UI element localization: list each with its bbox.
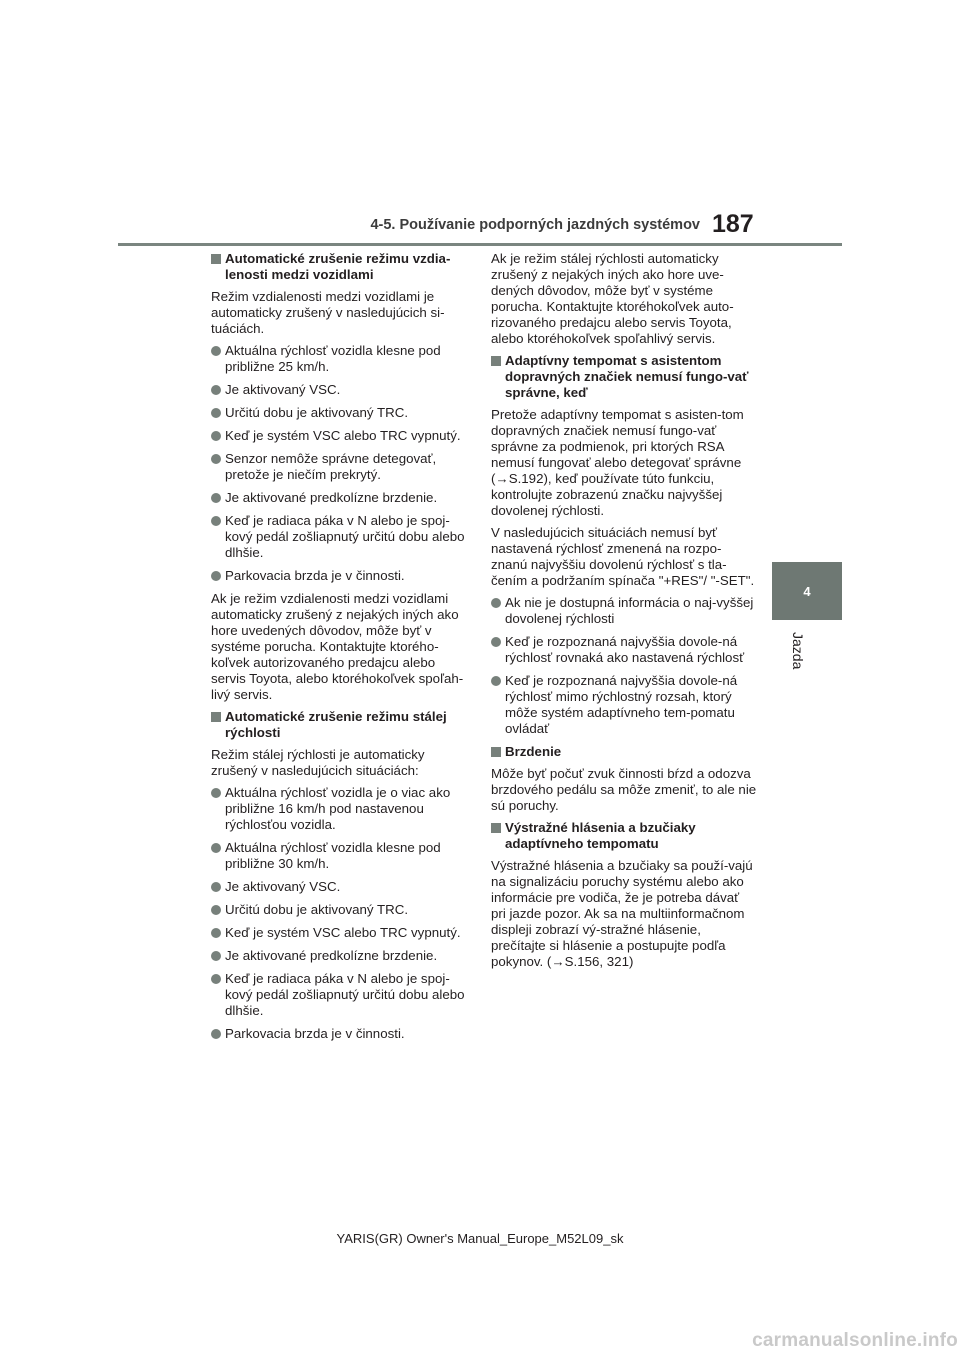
section-heading: Automatické zrušenie režimu stálej rýchlosti bbox=[211, 709, 471, 741]
bullet-item: Keď je rozpoznaná najvyššia dovole-ná rýchlosť rovnaká ako nastavená rýchlosť bbox=[491, 634, 757, 666]
bullet-item: Aktuálna rýchlosť vozidla klesne pod približne 25 km/h. bbox=[211, 343, 471, 375]
bullet-item: Aktuálna rýchlosť vozidla je o viac ako približne 16 km/h pod nastavenou rýchlosťou vozidla. bbox=[211, 785, 471, 833]
bullet-item: Keď je rozpoznaná najvyššia dovole-ná rýchlosť mimo rýchlostný rozsah, ktorý môže systém adaptívneho tem-pomatu ovládať bbox=[491, 673, 757, 737]
section-heading: Výstražné hlásenia a bzučiaky adaptívneho tempomatu bbox=[491, 820, 757, 852]
bullet-item: Je aktivované predkolízne brzdenie. bbox=[211, 948, 471, 964]
bullet-item: Je aktivované predkolízne brzdenie. bbox=[211, 490, 471, 506]
paragraph: Režim vzdialenosti medzi vozidlami je automaticky zrušený v nasledujúcich si-tuáciách. bbox=[211, 289, 445, 336]
paragraph: V nasledujúcich situáciách nemusí byť nastavená rýchlosť zmenená na rozpo-znanú najvyššiu dovolenú rýchlosť s tla-čením a podržaním spínača "+RES"/ "-SET". bbox=[491, 525, 755, 588]
bullet-item: Keď je systém VSC alebo TRC vypnutý. bbox=[211, 925, 471, 941]
paragraph: Ak je režim stálej rýchlosti automaticky zrušený z nejakých iných ako hore uve-dených dôvodov, môže byť v systéme porucha. Kontaktujte ktoréhokoľvek auto-rizovaného predajcu alebo servis Toyota, alebo ktoréhokoľvek spoľahlivý servis. bbox=[491, 251, 734, 346]
section-heading: Adaptívny tempomat s asistentom dopravných značiek nemusí fungo-vať správne, keď bbox=[491, 353, 757, 401]
footer-text: YARIS(GR) Owner's Manual_Europe_M52L09_sk bbox=[336, 1231, 624, 1246]
bullet-item: Je aktivovaný VSC. bbox=[211, 382, 471, 398]
bullet-item: Určitú dobu je aktivovaný TRC. bbox=[211, 405, 471, 421]
right-column bbox=[491, 251, 757, 976]
bullet-item: Keď je radiaca páka v N alebo je spoj-kový pedál zošliapnutý určitú dobu alebo dlhšie. bbox=[211, 513, 471, 561]
paragraph: Môže byť počuť zvuk činnosti bŕzd a odozva brzdového pedálu sa môže zmeniť, to ale nie sú poruchy. bbox=[491, 766, 757, 813]
section-heading: Automatické zrušenie režimu vzdia-lenosti medzi vozidlami bbox=[211, 251, 471, 283]
bullet-item: Keď je radiaca páka v N alebo je spoj-kový pedál zošliapnutý určitú dobu alebo dlhšie. bbox=[211, 971, 471, 1019]
bullet-item: Parkovacia brzda je v činnosti. bbox=[211, 568, 471, 584]
chapter-tab: 4 bbox=[772, 562, 842, 620]
paragraph: Pretože adaptívny tempomat s asisten-tom dopravných značiek nemusí fungo-vať správne za podmienok, pri ktorých RSA nemusí fungovať alebo detegovať správne (→S.192), keď používate túto funkciu, kontrolujte zobrazenú značku najvyššej dovolenej rýchlosti. bbox=[491, 407, 744, 518]
bullet-item: Ak nie je dostupná informácia o naj-vyššej dovolenej rýchlosti bbox=[491, 595, 757, 627]
page-number: 187 bbox=[712, 210, 754, 238]
paragraph: Ak je režim vzdialenosti medzi vozidlami automaticky zrušený z nejakých iných ako hore uvedených dôvodov, môže byť v systéme porucha. Kontaktujte ktorého-koľvek autorizovaného predajcu alebo servis Toyota, alebo ktoréhokoľvek spoľah-livý servis. bbox=[211, 591, 464, 702]
page-header-title: 4-5. Používanie podporných jazdných systémov bbox=[370, 217, 700, 233]
header-rule bbox=[118, 243, 842, 246]
bullet-item: Senzor nemôže správne detegovať, pretože je niečím prekrytý. bbox=[211, 451, 471, 483]
left-column bbox=[211, 251, 471, 1049]
bullet-item: Je aktivovaný VSC. bbox=[211, 879, 471, 895]
paragraph: Režim stálej rýchlosti je automaticky zrušený v nasledujúcich situáciách: bbox=[211, 747, 425, 778]
section-heading: Brzdenie bbox=[491, 744, 757, 760]
bullet-item: Určitú dobu je aktivovaný TRC. bbox=[211, 902, 471, 918]
bullet-item: Aktuálna rýchlosť vozidla klesne pod približne 30 km/h. bbox=[211, 840, 471, 872]
bullet-item: Parkovacia brzda je v činnosti. bbox=[211, 1026, 471, 1042]
bullet-item: Keď je systém VSC alebo TRC vypnutý. bbox=[211, 428, 471, 444]
chapter-label: Jazda bbox=[790, 632, 806, 670]
watermark: carmanualsonline.info bbox=[752, 1330, 958, 1351]
paragraph: Výstražné hlásenia a bzučiaky sa použí-vajú na signalizáciu poruchy systému alebo ako informácie pre vodiča, že je potreba dávať pri jazde pozor. Ak sa na multiinformačnom displeji zobrazí vý-stražné hlásenie, prečítajte si hlásenie a postupujte podľa pokynov. (→S.156, 321) bbox=[491, 858, 753, 969]
